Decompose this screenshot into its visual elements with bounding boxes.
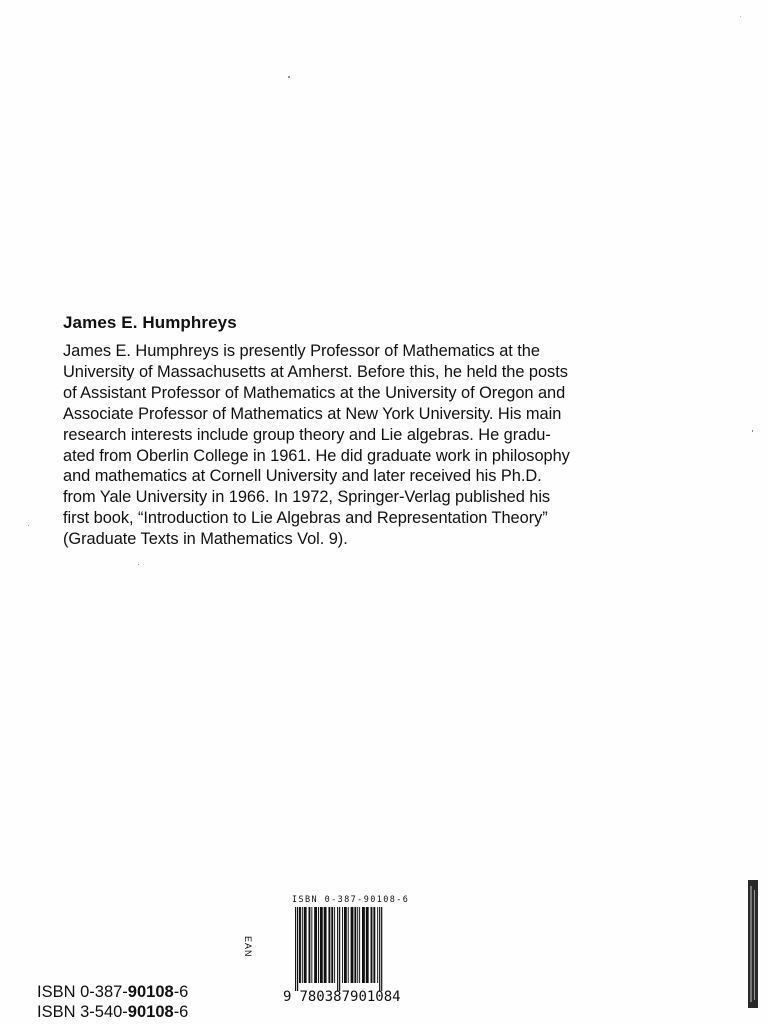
isbn-line-2: ISBN 3-540-90108-6 (37, 1003, 189, 1021)
barcode-bar (377, 907, 378, 983)
barcode-bar (299, 907, 301, 983)
barcode-bar (328, 907, 330, 983)
ean-label: EAN (243, 936, 253, 958)
author-bio-paragraph (63, 341, 658, 550)
barcode-bar (309, 907, 311, 983)
barcode-bar (314, 907, 317, 983)
scan-speck (28, 525, 29, 526)
barcode-guard-bar (381, 907, 382, 991)
barcode-bar (331, 907, 333, 983)
bio-line: ated from Oberlin College in 1961. He did graduate work in philosophy (63, 446, 570, 465)
bio-line: James E. Humphreys is presently Professor of Mathematics at the (63, 342, 540, 360)
barcode-guard-bar (337, 907, 338, 991)
barcode-bars (283, 907, 428, 991)
barcode-bar (351, 907, 354, 983)
bio-line: of Assistant Professor of Mathematics at the University of Oregon and (63, 383, 566, 402)
barcode (283, 895, 428, 1013)
barcode-digits: 9 780387901084 (283, 989, 401, 1005)
barcode-guard-bar (297, 907, 298, 991)
barcode-bar (354, 907, 356, 983)
barcode-bar (371, 907, 373, 983)
scan-speck (138, 564, 139, 565)
scan-speck (288, 76, 290, 78)
barcode-bar (348, 907, 349, 983)
barcode-bar (366, 907, 369, 983)
barcode-bar (334, 907, 335, 983)
barcode-guard-bar (339, 907, 340, 991)
bio-line: and mathematics at Cornell University and later received his Ph.D. (63, 467, 542, 486)
barcode-bar (344, 907, 347, 983)
barcode-bar (324, 907, 327, 983)
scan-speck (740, 16, 741, 17)
barcode-bar (311, 907, 312, 983)
bio-line: University of Massachusetts at Amherst. Before this, he held the posts (63, 362, 568, 381)
author-bio-section (63, 313, 658, 550)
barcode-bar (357, 907, 358, 983)
barcode-bar (373, 907, 375, 983)
bio-line: from Yale University in 1966. In 1972, Springer-Verlag published his (63, 488, 551, 507)
barcode-bar (318, 907, 319, 983)
barcode-bar (359, 907, 360, 983)
barcode-bar (302, 907, 303, 983)
barcode-bar (342, 907, 343, 983)
bio-line: (Graduate Texts in Mathematics Vol. 9). (63, 530, 348, 549)
scan-edge-mark (745, 880, 761, 1008)
bio-line: first book, “Introduction to Lie Algebras and Representation Theory” (63, 509, 548, 528)
bio-line: Associate Professor of Mathematics at New York University. His main (63, 404, 562, 423)
barcode-guard-bar (379, 907, 380, 991)
barcode-bar (362, 907, 365, 983)
scan-speck (752, 430, 753, 432)
bio-line: research interests include group theory and Lie algebras. He gradu- (63, 425, 551, 444)
isbn-block (37, 982, 188, 1022)
barcode-isbn-label: ISBN 0-387-90108-6 (292, 895, 410, 905)
isbn-line-1: ISBN 0-387-90108-6 (37, 983, 189, 1001)
barcode-guard-bar (295, 907, 296, 991)
barcode-bar (304, 907, 307, 983)
author-name-heading: James E. Humphreys (63, 313, 237, 332)
barcode-bar (320, 907, 323, 983)
